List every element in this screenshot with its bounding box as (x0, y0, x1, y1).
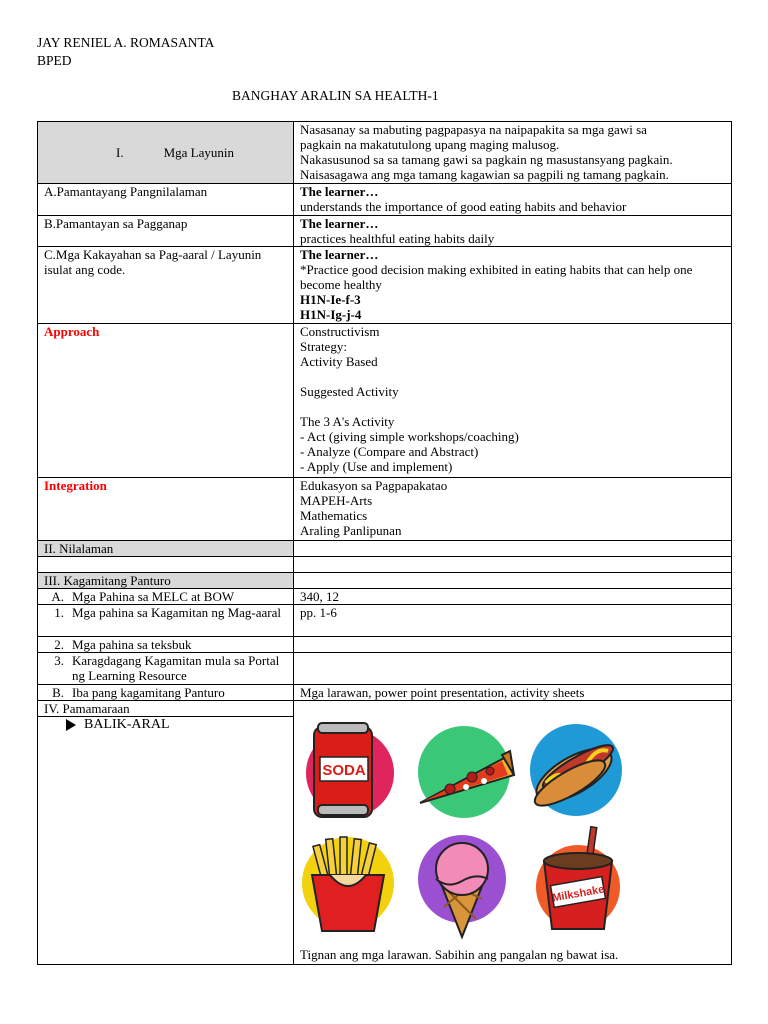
teksbuk-value (294, 637, 732, 653)
melc-label-cell (38, 589, 294, 605)
soda-can-label: SODA (322, 761, 366, 779)
teksbuk-label: Mga pahina sa teksbuk (72, 637, 192, 652)
row-pangnilalaman (38, 184, 732, 216)
kagamitan-mag-aaral-label-cell (38, 605, 294, 637)
portal-value (294, 653, 732, 685)
integration-line: Edukasyon sa Pagpapakatao (300, 478, 448, 493)
pagganap-content (294, 216, 732, 247)
layunin-label-cell (38, 122, 294, 184)
row-teksbuk (38, 637, 732, 653)
approach-line: The 3 A's Activity (300, 414, 395, 429)
food-images-cell (294, 717, 732, 965)
hotdog-image (526, 721, 626, 819)
iba-pang-kagamitan-value: Mga larawan, power point presentation, activity sheets (294, 685, 732, 701)
kagamitan-content (294, 573, 732, 589)
approach-line: Strategy: (300, 339, 347, 354)
blank-cell (38, 557, 294, 573)
approach-line: - Act (giving simple workshops/coaching) (300, 429, 519, 444)
kagamitan-label: III. Kagamitang Panturo (38, 573, 294, 589)
balik-aral-cell (38, 717, 294, 965)
integration-line: MAPEH-Arts (300, 493, 373, 508)
list-marker: 3. (54, 653, 64, 668)
row-pagganap (38, 216, 732, 247)
integration-label: Integration (44, 478, 107, 493)
ice-cream-image (414, 829, 510, 939)
row-pamamaraan (38, 701, 732, 717)
row-blank (38, 557, 732, 573)
lesson-plan-table (37, 121, 732, 965)
integration-label-cell (38, 478, 294, 541)
row-layunin (38, 122, 732, 184)
teacher-name: JAY RENIEL A. ROMASANTA (37, 35, 215, 50)
approach-label: Approach (44, 324, 100, 339)
kagamitan-mag-aaral-value: pp. 1-6 (294, 605, 732, 637)
kakayahan-label: C.Mga Kakayahan sa Pag-aaral / Layunin isulat ang code. (38, 247, 294, 324)
layunin-label: Mga Layunin (163, 145, 234, 160)
page-title: BANGHAY ARALIN SA HEALTH-1 (232, 88, 439, 103)
row-balik-aral (38, 717, 732, 965)
pagganap-label: B.Pamantayan sa Pagganap (38, 216, 294, 247)
row-portal (38, 653, 732, 685)
fries-image (300, 835, 396, 935)
arrow-bullet-icon (66, 719, 76, 731)
portal-label: Karagdagang Kagamitan mula sa Portal ng Learning Resource (72, 653, 280, 683)
image-caption: Tignan ang mga larawan. Sabihin ang pangalan ng bawat isa. (300, 947, 619, 962)
list-marker: 2. (54, 637, 64, 652)
melc-label: Mga Pahina sa MELC at BOW (72, 589, 235, 604)
pagganap-text: practices healthful eating habits daily (300, 231, 495, 246)
integration-line: Araling Panlipunan (300, 523, 402, 538)
milkshake-image (530, 825, 624, 935)
approach-content (294, 324, 732, 478)
approach-line: - Analyze (Compare and Abstract) (300, 444, 479, 459)
balik-aral-label: BALIK-ARAL (84, 717, 170, 732)
learner-label: The learner… (300, 184, 379, 199)
milkshake-cup-label: Milkshake (551, 882, 606, 904)
layunin-number: I. (116, 145, 124, 160)
melc-value: 340, 12 (294, 589, 732, 605)
approach-line: Activity Based (300, 354, 378, 369)
layunin-content (294, 122, 732, 184)
pamamaraan-label: IV. Pamamaraan (38, 701, 294, 717)
approach-line: Suggested Activity (300, 384, 399, 399)
competency-code: H1N-Ie-f-3 (300, 292, 361, 307)
learner-label: The learner… (300, 216, 379, 231)
layunin-line: Naisasagawa ang mga tamang kagawian sa pagpili ng tamang pagkain. (300, 167, 669, 182)
row-approach (38, 324, 732, 478)
row-melc (38, 589, 732, 605)
row-iba-pang-kagamitan (38, 685, 732, 701)
pangnilalaman-text: understands the importance of good eating habits and behavior (300, 199, 627, 214)
teksbuk-label-cell (38, 637, 294, 653)
list-marker: B. (52, 685, 64, 700)
approach-line: - Apply (Use and implement) (300, 459, 453, 474)
kagamitan-mag-aaral-label: Mga pahina sa Kagamitan ng Mag-aaral (72, 605, 282, 620)
portal-label-cell (38, 653, 294, 685)
row-kagamitan (38, 573, 732, 589)
list-marker: A. (51, 589, 64, 604)
iba-pang-kagamitan-label: Iba pang kagamitang Panturo (72, 685, 225, 700)
learner-label: The learner… (300, 247, 379, 262)
list-marker: 1. (54, 605, 64, 620)
kakayahan-content (294, 247, 732, 324)
row-integration (38, 478, 732, 541)
nilalaman-content (294, 541, 732, 557)
competency-code: H1N-Ig-j-4 (300, 307, 362, 322)
course: BPED (37, 53, 72, 68)
approach-line: Constructivism (300, 324, 380, 339)
nilalaman-label: II. Nilalaman (38, 541, 294, 557)
pamamaraan-content (294, 701, 732, 717)
row-nilalaman (38, 541, 732, 557)
pizza-image (410, 725, 520, 819)
row-kagamitan-mag-aaral (38, 605, 732, 637)
blank-cell (294, 557, 732, 573)
integration-line: Mathematics (300, 508, 368, 523)
kakayahan-text: *Practice good decision making exhibited in eating habits that can help one become healthy (300, 262, 693, 292)
layunin-line: Nakasusunod sa sa tamang gawi sa pagkain ng masustansyang pagkain. (300, 152, 673, 167)
approach-label-cell (38, 324, 294, 478)
iba-pang-kagamitan-label-cell (38, 685, 294, 701)
pangnilalaman-label: A.Pamantayang Pangnilalaman (38, 184, 294, 216)
soda-image (300, 721, 396, 821)
integration-content (294, 478, 732, 541)
pangnilalaman-content (294, 184, 732, 216)
layunin-line: pagkain na makatutulong upang maging malusog. (300, 137, 560, 152)
row-kakayahan (38, 247, 732, 324)
layunin-line: Nasasanay sa mabuting pagpapasya na naipapakita sa mga gawi sa (300, 122, 647, 137)
